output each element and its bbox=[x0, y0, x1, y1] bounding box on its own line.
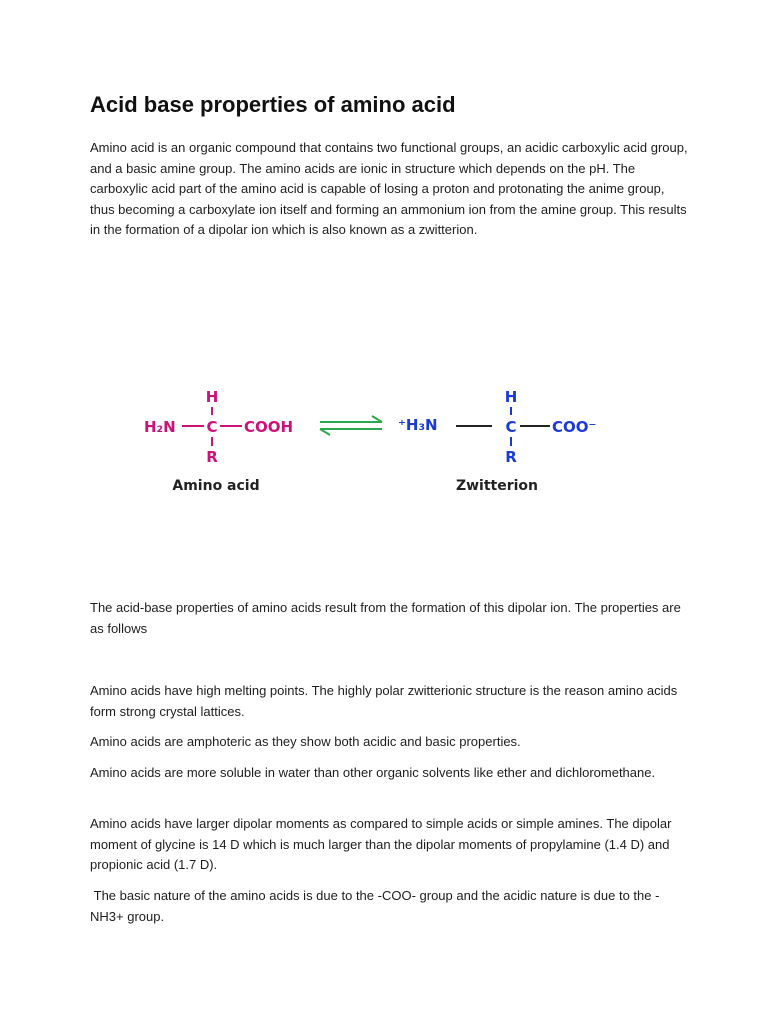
zwitterion-caption: Zwitterion bbox=[455, 478, 539, 494]
intro-paragraph: Amino acid is an organic compound that contains two functional groups, an acidic carboxylic acid group, and a basic amine group. The amino acids are ionic in structure which depends on the pH. The carboxylic acid part of the amino acid is capable of losing a proton and protonating the anime group, thus becoming a carboxylate ion itself and forming an ammonium ion from the amine group. This results in the formation of a dipolar ion which is also known as a zwitterion. bbox=[90, 140, 688, 237]
zwitterion-amine: ⁺H₃N bbox=[398, 416, 438, 434]
equilibrium-arrow bbox=[320, 416, 382, 435]
property-item: Amino acids are more soluble in water than other organic solvents like ether and dichloromethane. bbox=[90, 765, 656, 780]
amino-acid-r: R bbox=[206, 448, 218, 466]
property-item: The basic nature of the amino acids is due to the -COO- group and the acidic nature is due to the -NH3+ group. bbox=[90, 888, 660, 924]
amino-acid-structure bbox=[144, 388, 293, 466]
property-item: Amino acids have larger dipolar moments as compared to simple acids or simple amines. The dipolar moment of glycine is 14 D which is much larger than the dipolar moments of propylamine (1.4 D) and propionic acid (1.7 D). bbox=[90, 816, 672, 872]
property-item: Amino acids have high melting points. The highly polar zwitterionic structure is the reason amino acids form strong crystal lattices. bbox=[90, 683, 678, 719]
amino-acid-caption: Amino acid bbox=[172, 478, 260, 494]
zwitterion-carbon: C bbox=[505, 418, 517, 436]
zwitterion-h: H bbox=[504, 388, 518, 406]
page-title: Acid base properties of amino acid bbox=[90, 92, 456, 117]
amino-acid-zwitterion-diagram bbox=[130, 378, 650, 508]
properties-lead-in: The acid-base properties of amino acids result from the formation of this dipolar ion. The properties are as follows bbox=[90, 600, 681, 636]
zwitterion-structure bbox=[398, 388, 596, 466]
amino-acid-carbon: C bbox=[206, 418, 218, 436]
amino-acid-acid-group: COOH bbox=[244, 418, 294, 436]
property-item: Amino acids are amphoteric as they show both acidic and basic properties. bbox=[90, 734, 521, 749]
reaction-svg bbox=[130, 378, 650, 508]
amino-acid-amine: H₂N bbox=[144, 418, 176, 436]
amino-acid-h: H bbox=[205, 388, 219, 406]
zwitterion-r: R bbox=[505, 448, 517, 466]
zwitterion-acid-group: COO⁻ bbox=[552, 418, 597, 436]
